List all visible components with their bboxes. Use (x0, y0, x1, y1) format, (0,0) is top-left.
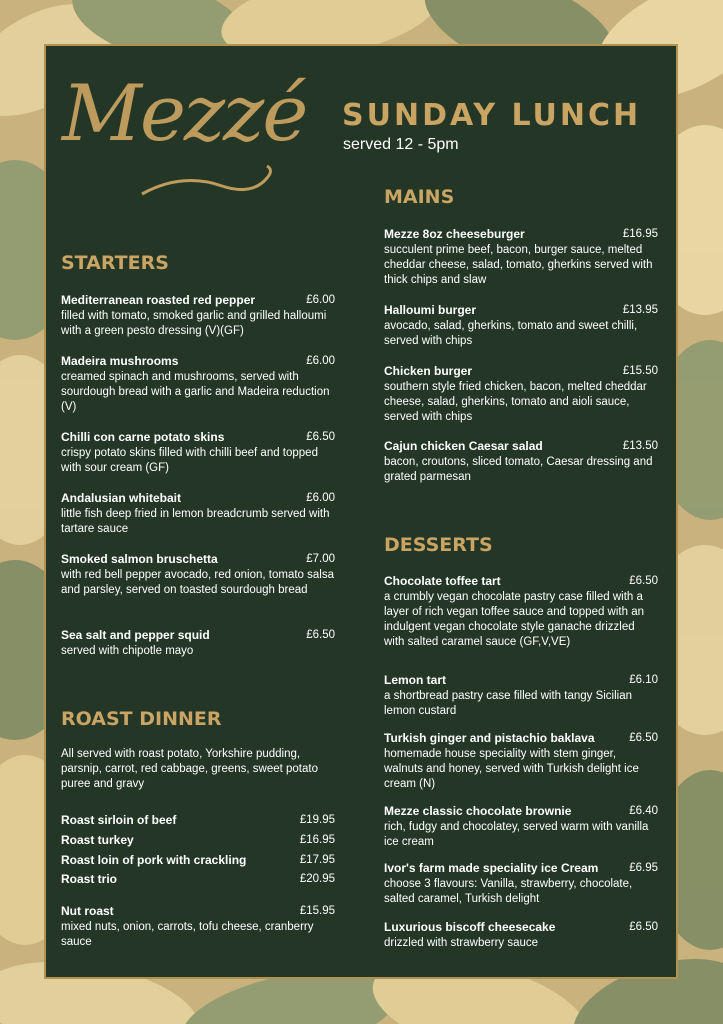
item-price: £13.95 (622, 304, 658, 316)
roast-item (61, 833, 335, 849)
dessert-item (384, 673, 658, 719)
item-price: £6.00 (306, 355, 335, 367)
item-price: £15.95 (299, 905, 335, 917)
item-name: Lemon tart (384, 673, 447, 687)
item-name: Mezze 8oz cheeseburger (384, 227, 525, 241)
item-description: choose 3 flavours: Vanilla, strawberry, chocolate, salted caramel, Turkish delight (384, 878, 633, 905)
item-name: Sea salt and pepper squid (61, 628, 210, 642)
item-price: £6.50 (306, 431, 335, 443)
roast-heading: ROAST DINNER (61, 708, 222, 730)
logo-swash-icon (62, 54, 307, 204)
item-name: Mediterranean roasted red pepper (61, 293, 256, 307)
item-name: Chocolate toffee tart (384, 574, 501, 588)
item-name: Chicken burger (384, 364, 473, 378)
item-price: £16.95 (299, 834, 335, 846)
item-description: little fish deep fried in lemon breadcrumb served with tartare sauce (61, 508, 330, 535)
item-price: £17.95 (299, 854, 335, 866)
item-description: with red bell pepper avocado, red onion, tomato salsa and parsley, served on toasted sourdough bread (61, 569, 334, 596)
dessert-item (384, 731, 658, 792)
main-item (384, 227, 658, 288)
starter-item (61, 293, 335, 339)
starter-item (61, 552, 335, 598)
menu-title: SUNDAY LUNCH (342, 98, 642, 133)
item-description: bacon, croutons, sliced tomato, Caesar dressing and grated parmesan (384, 456, 653, 483)
item-price: £19.95 (299, 814, 335, 826)
item-name: Mezze classic chocolate brownie (384, 804, 572, 818)
item-price: £6.10 (629, 674, 658, 686)
item-description: succulent prime beef, bacon, burger sauce, melted cheddar cheese, salad, tomato, gherkins served with thick chips and slaw (384, 244, 653, 286)
dessert-item (384, 861, 658, 907)
starter-item (61, 491, 335, 537)
item-price: £7.00 (306, 553, 335, 565)
item-description: a shortbread pastry case filled with tangy Sicilian lemon custard (384, 690, 633, 717)
item-price: £20.95 (299, 873, 335, 885)
item-description: a crumbly vegan chocolate pastry case filled with a layer of rich vegan toffee sauce and topped with an indulgent vegan chocolate style ganache drizzled with salted caramel sauce (GF,V,VE) (384, 591, 644, 648)
item-description: served with chipotle mayo (61, 645, 194, 657)
dessert-item (384, 920, 658, 951)
starter-item (61, 354, 335, 415)
item-price: £6.50 (629, 575, 658, 587)
roast-item (61, 904, 335, 950)
roast-item (61, 813, 335, 829)
item-price: £13.50 (622, 440, 658, 452)
item-name: Nut roast (61, 904, 114, 918)
item-price: £6.50 (306, 629, 335, 641)
main-item (384, 364, 658, 425)
roast-item (61, 853, 335, 869)
item-price: £6.00 (306, 492, 335, 504)
item-description: filled with tomato, smoked garlic and grilled halloumi with a green pesto dressing (V)(GF) (61, 310, 327, 337)
item-name: Ivor's farm made speciality ice Cream (384, 861, 599, 875)
item-price: £16.95 (622, 228, 658, 240)
roast-note: All served with roast potato, Yorkshire pudding, parsnip, carrot, red cabbage, greens, sweet potato puree and gravy (61, 748, 318, 790)
item-description: homemade house speciality with stem ginger, walnuts and honey, served with Turkish delight ice cream (N) (384, 748, 639, 790)
mains-heading: MAINS (384, 186, 455, 208)
item-description: avocado, salad, gherkins, tomato and sweet chilli, served with chips (384, 320, 638, 347)
menu-panel (44, 44, 678, 979)
main-item (384, 303, 658, 349)
item-description: creamed spinach and mushrooms, served with sourdough bread with a garlic and Madeira reduction (V) (61, 371, 330, 413)
item-price: £15.50 (622, 365, 658, 377)
item-name: Roast sirloin of beef (61, 813, 177, 827)
item-name: Madeira mushrooms (61, 354, 179, 368)
starter-item (61, 430, 335, 476)
item-price: £6.00 (306, 294, 335, 306)
item-price: £6.50 (629, 921, 658, 933)
starters-heading: STARTERS (61, 252, 169, 274)
main-item (384, 439, 658, 485)
mezze-logo (62, 54, 307, 204)
item-name: Roast loin of pork with crackling (61, 853, 247, 867)
item-description: southern style fried chicken, bacon, melted cheddar cheese, salad, gherkins, tomato and aioli sauce, served with chips (384, 381, 647, 423)
roast-item (61, 872, 335, 888)
menu-subtitle: served 12 - 5pm (343, 136, 459, 153)
starter-item (61, 628, 335, 659)
item-name: Andalusian whitebait (61, 491, 182, 505)
item-description: drizzled with strawberry sauce (384, 937, 539, 949)
dessert-item (384, 804, 658, 850)
item-name: Halloumi burger (384, 303, 477, 317)
item-description: mixed nuts, onion, carrots, tofu cheese, cranberry sauce (61, 921, 314, 948)
item-name: Turkish ginger and pistachio baklava (384, 731, 595, 745)
item-description: crispy potato skins filled with chilli beef and topped with sour cream (GF) (61, 447, 318, 474)
logo-text: Mezzé (62, 69, 307, 159)
item-name: Smoked salmon bruschetta (61, 552, 218, 566)
item-price: £6.95 (629, 862, 658, 874)
item-description: rich, fudgy and chocolatey, served warm with vanilla ice cream (384, 821, 649, 848)
item-price: £6.40 (629, 805, 658, 817)
item-name: Chilli con carne potato skins (61, 430, 225, 444)
item-name: Roast trio (61, 872, 118, 886)
item-name: Cajun chicken Caesar salad (384, 439, 543, 453)
desserts-heading: DESSERTS (384, 534, 493, 556)
item-name: Luxurious biscoff cheesecake (384, 920, 556, 934)
item-price: £6.50 (629, 732, 658, 744)
dessert-item (384, 574, 658, 650)
item-name: Roast turkey (61, 833, 134, 847)
